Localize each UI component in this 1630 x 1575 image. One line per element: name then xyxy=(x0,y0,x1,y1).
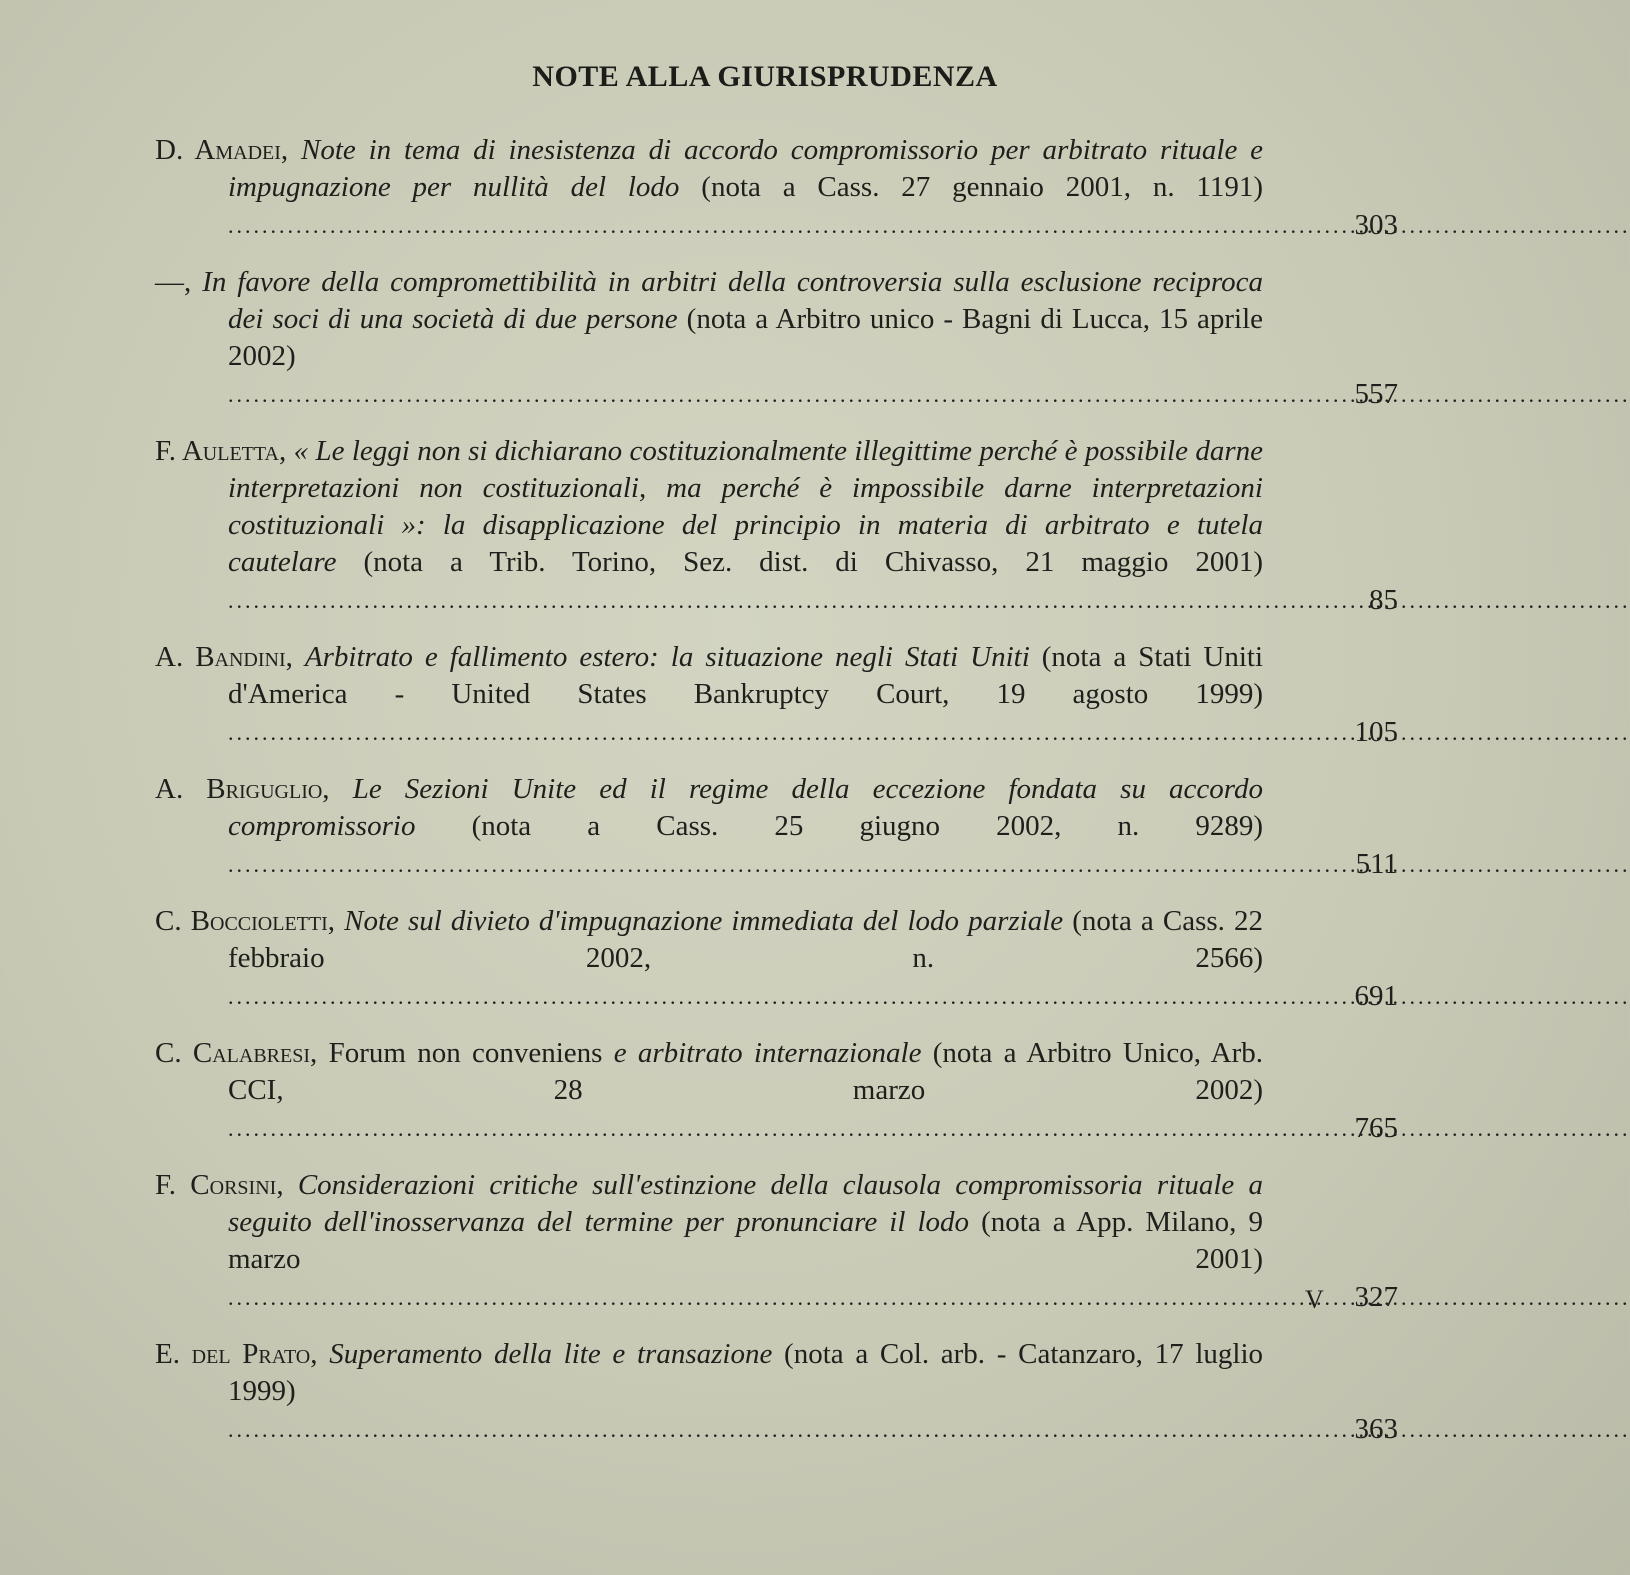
leader-dots: ................................................................................ ..... xyxy=(228,852,1630,877)
entry-page-number: 511 xyxy=(1355,848,1398,880)
leader-dots: ................................................................................ ..... xyxy=(228,1116,1630,1141)
entry-title: Note in tema di inesistenza di accordo compromissorio per arbitrato rituale e impugnazione per nullità del lodo xyxy=(228,134,1264,203)
toc-entry-text xyxy=(155,639,1263,751)
entry-author: F. Auletta, xyxy=(155,435,287,467)
entry-author: F. Corsini, xyxy=(155,1169,284,1201)
entry-title: Arbitrato e fallimento estero: la situazione negli Stati Uniti xyxy=(304,641,1030,673)
toc-entry-text xyxy=(155,771,1263,883)
entry-page-number: 691 xyxy=(1354,980,1398,1012)
entry-page-number: 303 xyxy=(1354,209,1398,241)
entry-note: (nota a App. Milano, 9 marzo 2001) xyxy=(228,1206,1264,1275)
toc-entry-text xyxy=(155,433,1263,619)
section-heading: NOTE ALLA GIURISPRUDENZA xyxy=(532,60,998,93)
toc-entry-text xyxy=(155,1167,1263,1316)
entry-note: (nota a Cass. 22 febbraio 2002, n. 2566) xyxy=(228,905,1264,974)
toc-entry xyxy=(155,264,1398,413)
entry-page-number: 765 xyxy=(1354,1112,1398,1144)
entry-author: E. del Prato, xyxy=(155,1338,318,1370)
toc-entry xyxy=(155,1167,1398,1316)
entry-author: D. Amadei, xyxy=(155,134,289,166)
toc-entry xyxy=(155,1336,1398,1448)
entry-title: e arbitrato internazionale xyxy=(613,1037,922,1069)
toc-entry-text xyxy=(155,1336,1263,1448)
entry-note: (nota a Trib. Torino, Sez. dist. di Chivasso, 21 maggio 2001) xyxy=(363,546,1263,578)
entry-title: Note sul divieto d'impugnazione immediata del lodo parziale xyxy=(344,905,1064,937)
entry-page-number: 327 xyxy=(1354,1281,1398,1313)
entry-author: A. Briguglio, xyxy=(155,773,330,805)
entry-note: (nota a Col. arb. - Catanzaro, 17 luglio 1999) xyxy=(228,1338,1264,1407)
toc-entry xyxy=(155,132,1398,244)
entry-page-number: 557 xyxy=(1354,378,1398,410)
entry-page-number: 105 xyxy=(1354,716,1398,748)
leader-dots: ................................................................................ ..... xyxy=(228,984,1630,1009)
entry-author: C. Calabresi, xyxy=(155,1037,318,1069)
entry-author: A. Bandini, xyxy=(155,641,293,673)
entry-page-number: 85 xyxy=(1369,584,1398,616)
entry-note: (nota a Arbitro Unico, Arb. CCI, 28 marzo 2002) xyxy=(228,1037,1264,1106)
toc-entry-text xyxy=(155,264,1263,413)
entry-note: (nota a Cass. 27 gennaio 2001, n. 1191) xyxy=(701,171,1264,203)
entry-author: —, xyxy=(155,266,192,298)
entry-title: Le Sezioni Unite ed il regime della eccezione fondata su accordo compromissorio xyxy=(228,773,1264,842)
toc-entry xyxy=(155,1035,1398,1147)
leader-dots: ................................................................................ ..... xyxy=(228,1417,1630,1442)
toc-entry-text xyxy=(155,1035,1263,1147)
entry-note: (nota a Stati Uniti d'America - United States Bankruptcy Court, 19 agosto 1999) xyxy=(228,641,1264,710)
table-of-contents xyxy=(155,132,1398,1468)
entry-note: (nota a Arbitro unico - Bagni di Lucca, 15 aprile 2002) xyxy=(228,303,1263,372)
toc-entry xyxy=(155,903,1398,1015)
toc-entry xyxy=(155,771,1398,883)
entry-title-plain: Forum non conveniens xyxy=(328,1037,603,1069)
entry-author: C. Boccioletti, xyxy=(155,905,336,937)
leader-dots: ................................................................................ ..... xyxy=(228,720,1630,745)
entry-title: In favore della compromettibilità in arbitri della controversia sulla esclusione reciproca dei soci di una società di due persone xyxy=(202,266,1263,335)
leader-dots: ................................................................................ ..... xyxy=(228,1285,1630,1310)
entry-page-number: 363 xyxy=(1354,1413,1398,1445)
leader-dots: ................................................................................ ..... xyxy=(228,213,1630,238)
entry-note: (nota a Cass. 25 giugno 2002, n. 9289) xyxy=(471,810,1263,842)
toc-entry-text xyxy=(155,903,1263,1015)
entry-title: Considerazioni critiche sull'estinzione della clausola compromissoria rituale a seguito dell'inosservanza del termine per pronunciare il lodo xyxy=(228,1169,1263,1238)
entry-title: « Le leggi non si dichiarano costituzionalmente illegittime perché è possibile darne interpretazioni non costituzionali, ma perché è impossibile darne interpretazioni costituzionali »: la disapplicazione del principio in materia di arbitrato e tutela cautelare xyxy=(228,435,1264,578)
leader-dots: ................................................................................ ..... xyxy=(228,588,1630,613)
toc-entry xyxy=(155,433,1398,619)
entry-title: Superamento della lite e transazione xyxy=(329,1338,773,1370)
leader-dots: ................................................................................ ..... xyxy=(228,382,1630,407)
page-folio: V xyxy=(1305,1285,1324,1314)
toc-entry-text xyxy=(155,132,1263,244)
toc-entry xyxy=(155,639,1398,751)
